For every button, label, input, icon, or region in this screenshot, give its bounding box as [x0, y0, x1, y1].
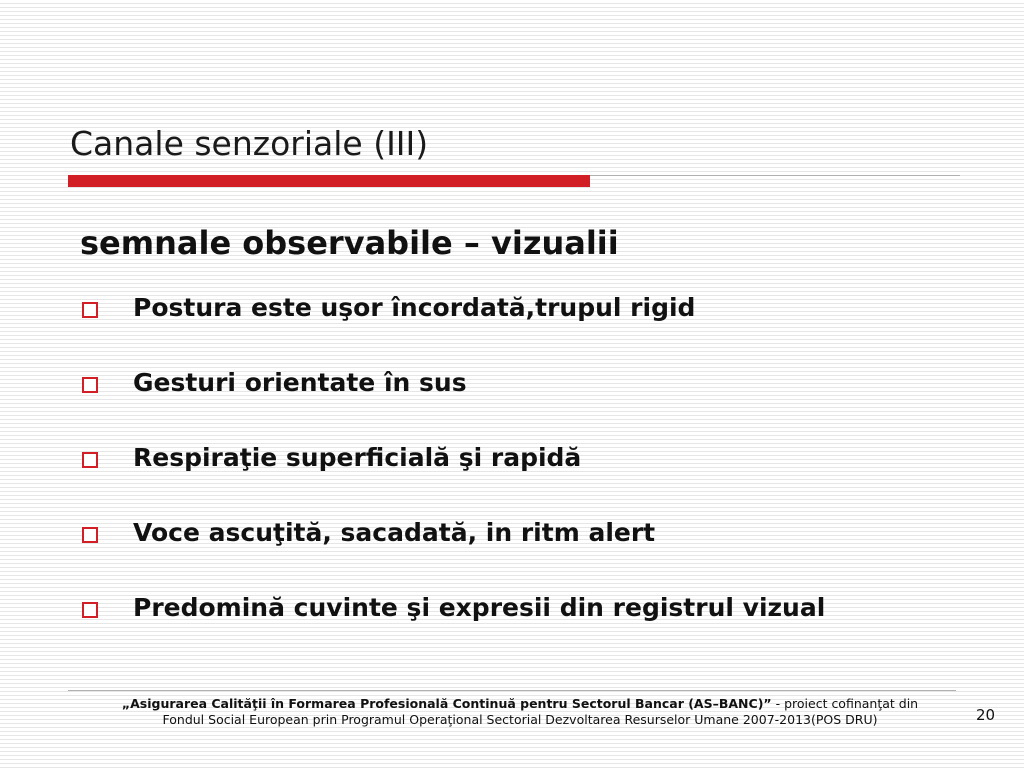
square-bullet-icon: [82, 377, 98, 393]
list-item: [80, 592, 840, 623]
bullet-text: Postura este uşor încordată,trupul rigid: [133, 293, 696, 322]
footer-divider: [68, 690, 956, 691]
square-bullet-icon: [82, 302, 98, 318]
list-item: [80, 517, 840, 548]
list-item: [80, 292, 840, 323]
slide-title: Canale senzoriale (III): [70, 124, 429, 163]
bullet-list: [80, 292, 840, 667]
title-underline-red: [68, 175, 590, 187]
bullet-text: Respiraţie superficială şi rapidă: [133, 443, 582, 472]
page-number: 20: [976, 706, 996, 724]
square-bullet-icon: [82, 602, 98, 618]
footer-line1-rest: - proiect cofinanţat din: [771, 696, 919, 711]
bullet-text: Predomină cuvinte şi expresii din registrul vizual: [133, 593, 826, 622]
list-item: [80, 442, 840, 473]
bullet-text: Gesturi orientate în sus: [133, 368, 467, 397]
footer-line2: Fondul Social European prin Programul Operaţional Sectorial Dezvoltarea Resurselor Umane 2007-2013(POS DRU): [162, 712, 878, 727]
square-bullet-icon: [82, 452, 98, 468]
list-item: [80, 367, 840, 398]
slide-subtitle: semnale observabile – vizualii: [80, 224, 619, 262]
square-bullet-icon: [82, 527, 98, 543]
footer-program-name: „Asigurarea Calităţii în Formarea Profesională Continuă pentru Sectorul Bancar (AS–BANC)”: [121, 696, 772, 711]
footer-text: [70, 696, 970, 728]
title-underline-gray: [590, 175, 960, 176]
bullet-text: Voce ascuţită, sacadată, in ritm alert: [133, 518, 656, 547]
